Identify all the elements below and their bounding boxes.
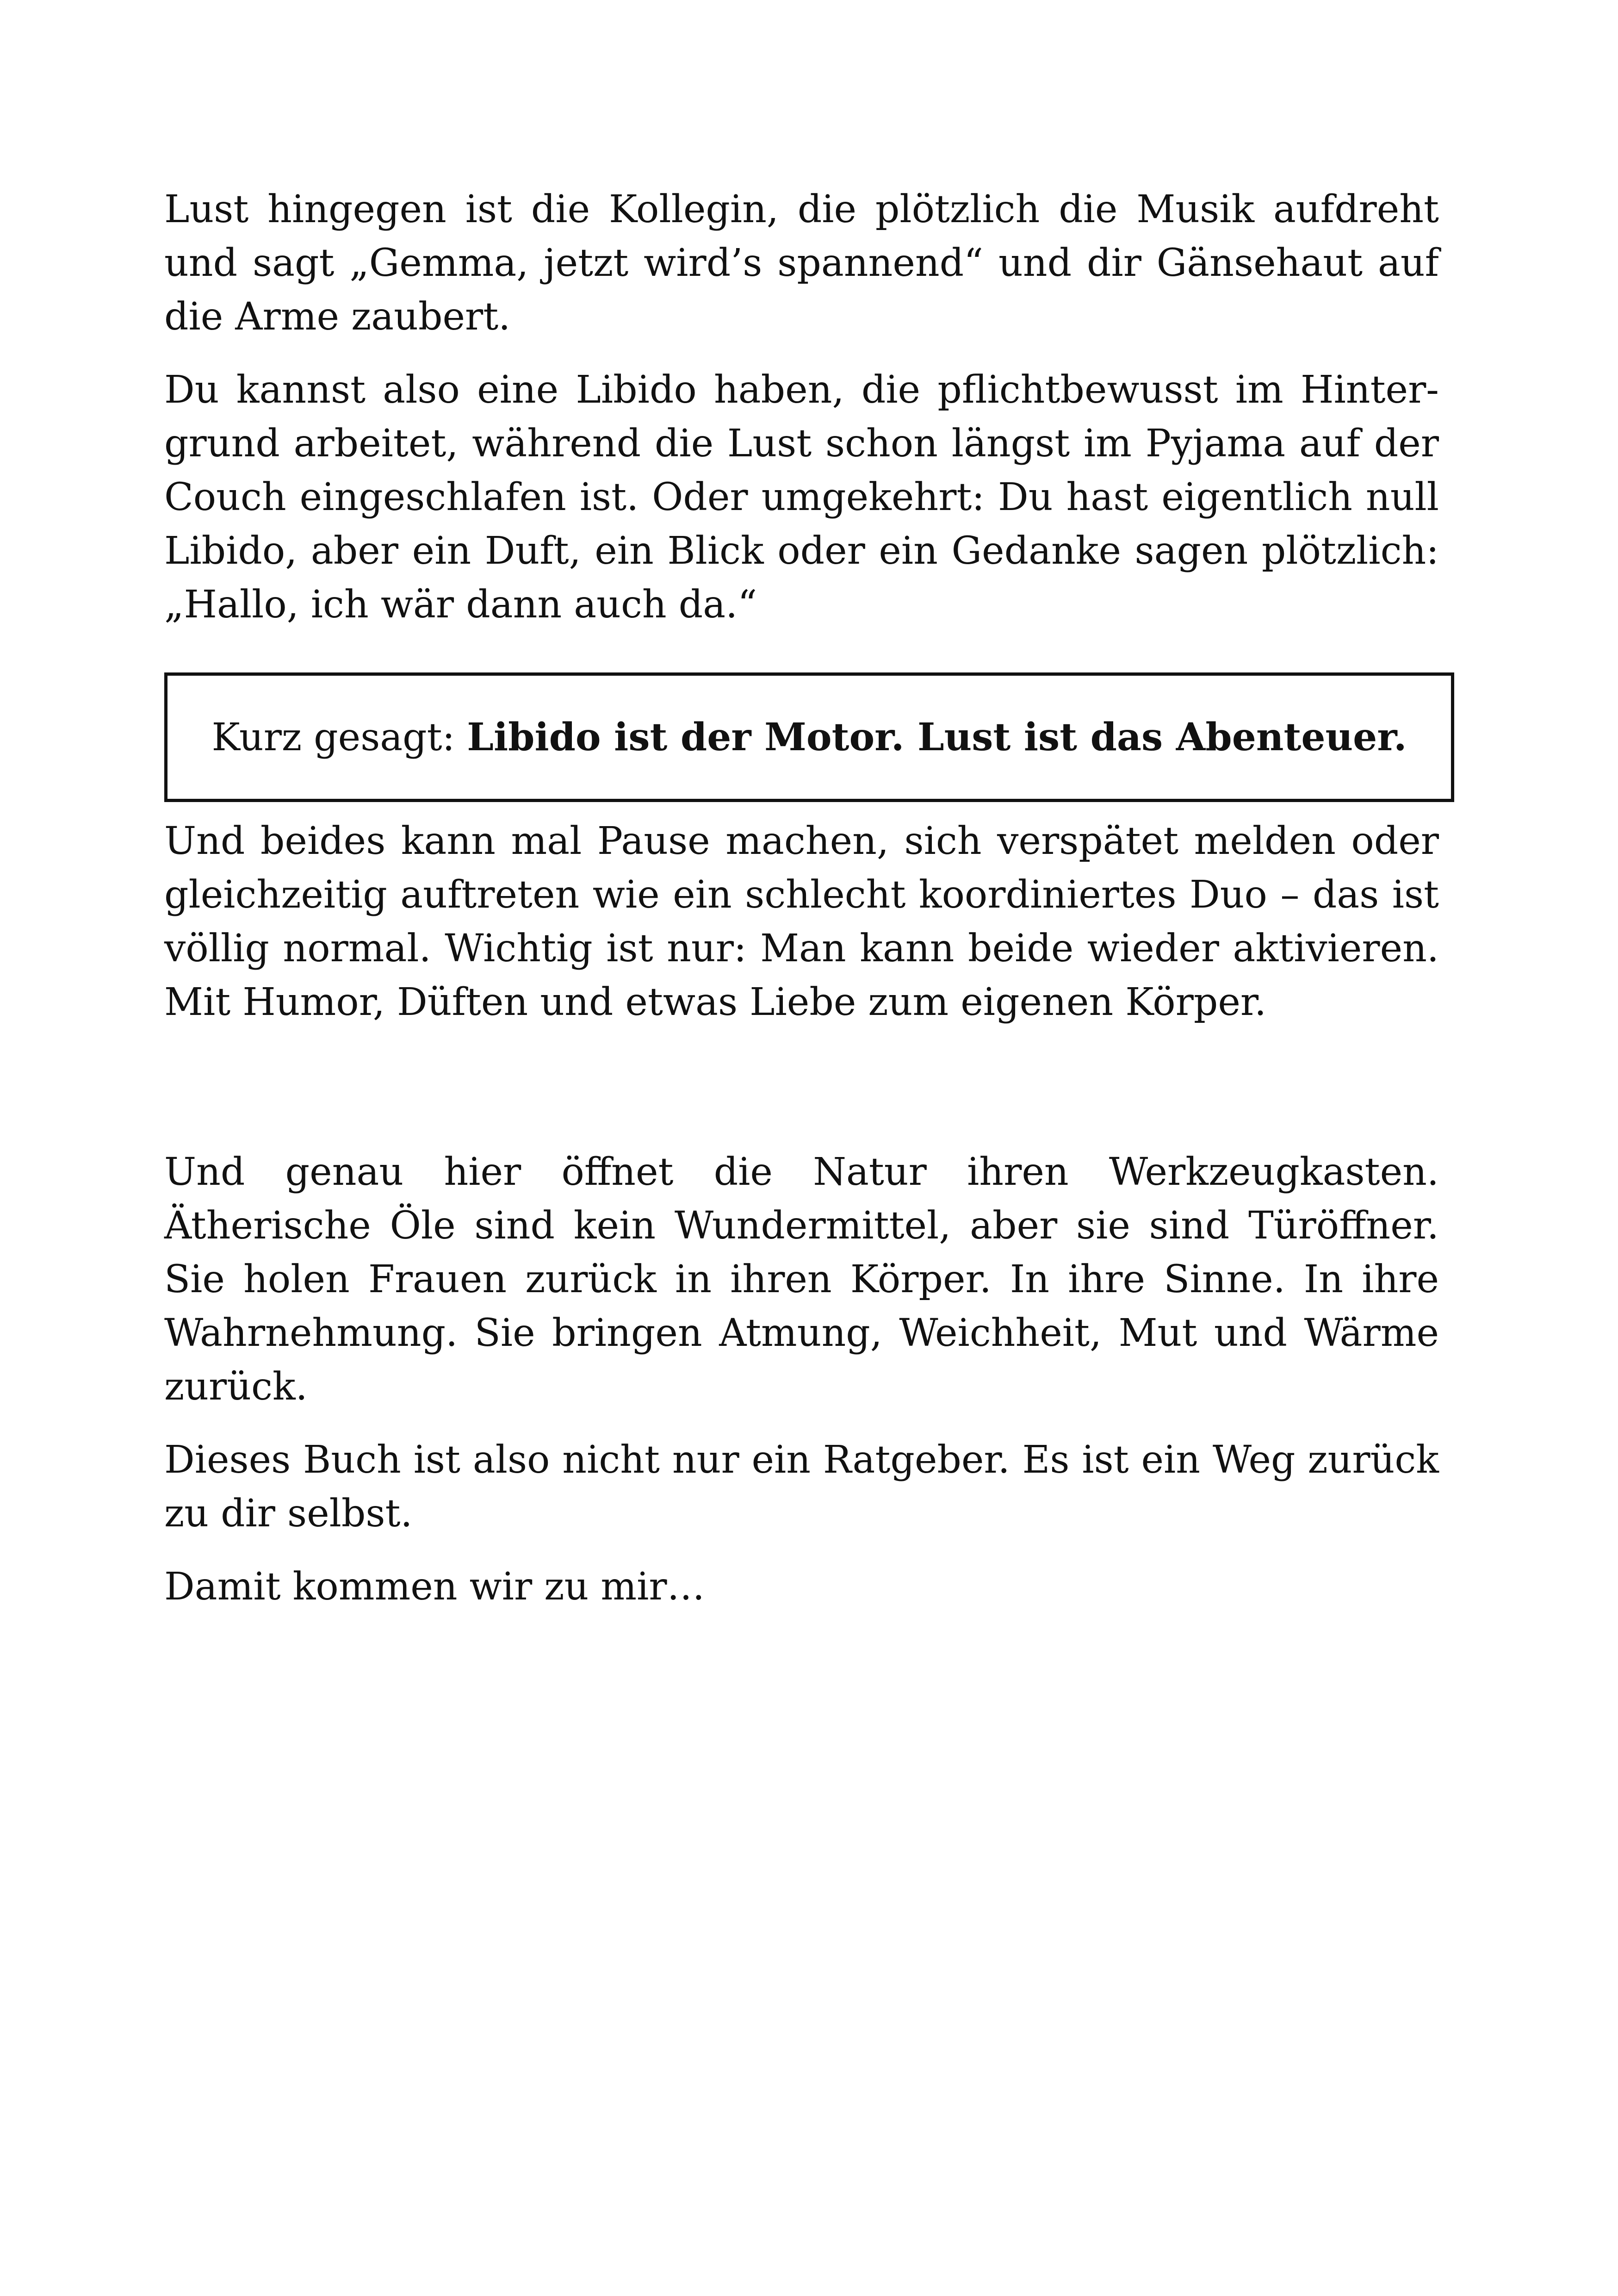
paragraph: Und genau hier öffnet die Natur ihren Werkzeugkasten. Ätherische Öle sind kein Wundermittel, aber sie sind Türöffner. Sie holen Frauen zurück in ihren Körper. In ihre Sinne. In ihre Wahrnehmung. Sie bringen Atmung, Weichheit, Mut und Wärme zurück. xyxy=(164,1150,1439,1409)
summary-box xyxy=(164,672,1454,802)
paragraph: Du kannst also eine Libido haben, die pflichtbewusst im Hintergrund arbeitet, während die Lust schon längst im Pyjama auf der Couch eingeschlafen ist. Oder umgekehrt: Du hast eigentlich null Libido, aber ein Duft, ein Blick oder ein Gedanke sagen plötzlich: „Hallo, ich wär dann auch da.“ xyxy=(164,368,1439,627)
paragraph: Damit kommen wir zu mir… xyxy=(164,1565,705,1609)
text-section-middle xyxy=(164,815,1439,1029)
text-section-bottom xyxy=(164,1145,1439,1614)
summary-emphasis: Libido ist der Motor. Lust ist das Abenteuer. xyxy=(467,715,1407,759)
summary-prefix: Kurz gesagt: xyxy=(211,715,467,759)
summary-text xyxy=(211,710,1407,765)
text-section-top xyxy=(164,183,1439,632)
paragraph: Dieses Buch ist also nicht nur ein Ratgeber. Es ist ein Weg zurück zu dir selbst. xyxy=(164,1438,1439,1536)
paragraph: Und beides kann mal Pause machen, sich verspätet melden oder gleichzeitig auftreten wie ein schlecht koordiniertes Duo – das ist völlig normal. Wichtig ist nur: Man kann beide wieder aktivieren. Mit Humor, Düften und etwas Liebe zum eigenen Körper. xyxy=(164,819,1439,1024)
paragraph: Lust hingegen ist die Kollegin, die plötzlich die Musik aufdreht und sagt „Gemma, jetzt wird’s spannend“ und dir Gänsehaut auf die Arme zaubert. xyxy=(164,187,1439,339)
